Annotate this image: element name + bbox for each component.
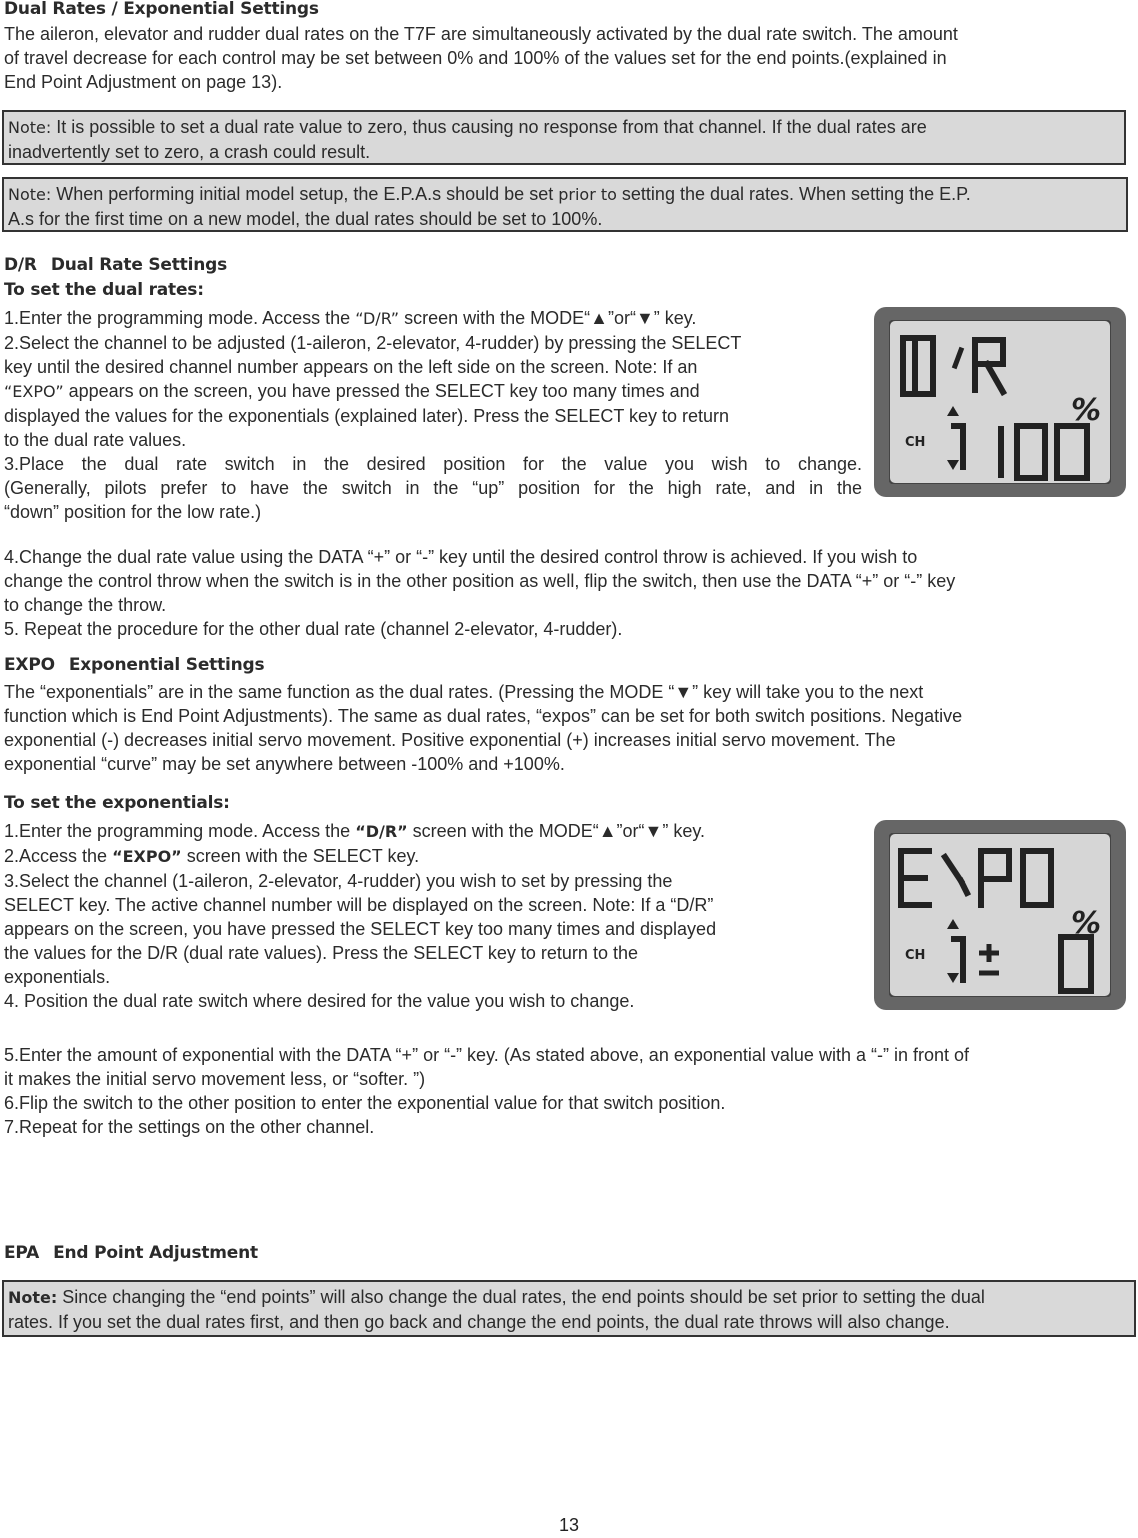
text-line: End Point Adjustment on page 13). (4, 72, 283, 92)
text-line: SELECT key. The active channel number will be displayed on the screen. Note: If a “D/R” (4, 895, 714, 915)
expo-paragraph (4, 680, 962, 776)
text-line: change the control throw when the switch is in the other position as well, flip the switch, then use the DATA “+” or “-” key (4, 571, 956, 591)
step-7: 7.Repeat for the settings on the other channel. (4, 1117, 375, 1137)
text-line: exponentials. (4, 967, 111, 987)
heading-title: Dual Rate Settings (50, 255, 228, 275)
text-line: to the dual rate values. (4, 430, 187, 450)
lcd-display-expo (874, 820, 1126, 1010)
prior-to-keyword: prior to (558, 185, 617, 204)
heading-title: Exponential Settings (68, 655, 265, 675)
text-line: “EXPO” appears on the screen, you have pressed the SELECT key too many times and (4, 381, 700, 401)
note-label: Note: (8, 185, 52, 204)
text-line: appears on the screen, you have pressed the SELECT key too many times and displayed (4, 919, 717, 939)
expo-steps-list (4, 819, 716, 1013)
heading-title: End Point Adjustment (53, 1243, 258, 1263)
section-heading-dr (4, 255, 227, 275)
text-line: displayed the values for the exponentials (explained later). Press the SELECT key to return (4, 406, 730, 426)
text-line: A.s for the first time on a new model, the dual rates should be set to 100%. (8, 209, 603, 229)
channel-label: CH (905, 948, 926, 963)
expo-steps-continued (4, 1043, 969, 1139)
note-label: Note: (8, 1288, 58, 1307)
text-line (8, 115, 1120, 140)
note-text: Since changing the “end points” will also change the dual rates, the end points should be set prior to setting the dual (57, 1287, 985, 1307)
expo-keyword: “EXPO” (4, 382, 64, 401)
step-1: 1.Enter the programming mode. Access the “D/R” screen with the MODE“▲”or“▼” key. (4, 308, 697, 328)
dr-steps-continued (4, 545, 955, 641)
text-line: rates. If you set the dual rates first, and then go back and change the end points, the dual rate throws will also change. (8, 1312, 950, 1332)
text-line: key until the desired channel number appears on the left side on the screen. Note: If an (4, 357, 698, 377)
step-4: 4. Position the dual rate switch where desired for the value you wish to change. (4, 991, 635, 1011)
section-heading-dual-rates-exponential: Dual Rates / Exponential Settings (4, 0, 319, 19)
note-text: When performing initial model setup, the E.P.A.s should be set (51, 184, 559, 204)
note-text: setting the dual rates. When setting the E.P. (616, 184, 971, 204)
section-heading-expo (4, 655, 264, 675)
note-label: Note: (8, 118, 52, 137)
intro-paragraph (4, 22, 958, 94)
dr-keyword: “D/R” (355, 822, 408, 841)
step-4: 4.Change the dual rate value using the DATA “+” or “-” key until the desired control throw is achieved. If you wish to (4, 547, 918, 567)
percent-symbol: % (1070, 906, 1101, 941)
note-box-epa (2, 1280, 1136, 1337)
text-line: “down” position for the low rate.) (4, 502, 262, 522)
channel-label: CH (905, 435, 926, 450)
text-line: (Generally, pilots prefer to have the switch in the “up” position for the high rate, and in the (4, 478, 862, 498)
dr-steps-list (4, 306, 862, 524)
step-2: 2.Select the channel to be adjusted (1-aileron, 2-elevator, 4-rudder) by pressing the SELECT (4, 333, 742, 353)
subheading-set-dual-rates: To set the dual rates: (4, 280, 204, 300)
step-3: 3.Place the dual rate switch in the desired position for the value you wish to change. (4, 454, 862, 474)
text-line: the values for the D/R (dual rate values). Press the SELECT key to return to the (4, 943, 638, 963)
text-line (8, 1285, 1130, 1310)
lcd-display-dr (874, 307, 1126, 497)
lcd-screen (889, 833, 1111, 997)
step-1: 1.Enter the programming mode. Access the “D/R” screen with the MODE“▲”or“▼” key. (4, 821, 706, 841)
text-line: The aileron, elevator and rudder dual rates on the T7F are simultaneously activated by the dual rate switch. The amount (4, 24, 958, 44)
text-line: function which is End Point Adjustments). The same as dual rates, “expos” can be set for both switch positions. Negative (4, 706, 963, 726)
text-line: inadvertently set to zero, a crash could result. (8, 142, 371, 162)
text-line: The “exponentials” are in the same function as the dual rates. (Pressing the MODE “▼” key will take you to the next (4, 682, 924, 702)
dr-keyword: “D/R” (355, 309, 400, 328)
heading-code: D/R (4, 255, 37, 275)
text-line: it makes the initial servo movement less, or “softer. ”) (4, 1069, 426, 1089)
step-2: 2.Access the “EXPO” screen with the SELECT key. (4, 846, 420, 866)
text-line: exponential “curve” may be set anywhere between -100% and +100%. (4, 754, 565, 774)
heading-code: EXPO (4, 655, 55, 675)
text-line: to change the throw. (4, 595, 167, 615)
heading-code: EPA (4, 1243, 40, 1263)
page-number: 13 (558, 1515, 580, 1535)
lcd-screen (889, 320, 1111, 484)
note-text: It is possible to set a dual rate value to zero, thus causing no response from that channel. If the dual rates are (51, 117, 927, 137)
text-line: of travel decrease for each control may be set between 0% and 100% of the values set for the end points.(explained in (4, 48, 947, 68)
step-3: 3.Select the channel (1-aileron, 2-elevator, 4-rudder) you wish to set by pressing the (4, 871, 673, 891)
percent-symbol: % (1070, 393, 1101, 428)
step-5: 5. Repeat the procedure for the other dual rate (channel 2-elevator, 4-rudder). (4, 619, 623, 639)
subheading-set-exponentials: To set the exponentials: (4, 793, 230, 813)
text-line (8, 182, 1122, 207)
note-box-epa-before-dual-rates (2, 177, 1128, 232)
text-line: exponential (-) decreases initial servo movement. Positive exponential (+) increases initial servo movement. The (4, 730, 896, 750)
note-box-zero-dual-rate (2, 110, 1126, 165)
expo-keyword: “EXPO” (112, 847, 182, 866)
step-6: 6.Flip the switch to the other position to enter the exponential value for that switch position. (4, 1093, 726, 1113)
step-5: 5.Enter the amount of exponential with the DATA “+” or “-” key. (As stated above, an exponential value with a “-” in front of (4, 1045, 969, 1065)
section-heading-epa (4, 1243, 258, 1263)
